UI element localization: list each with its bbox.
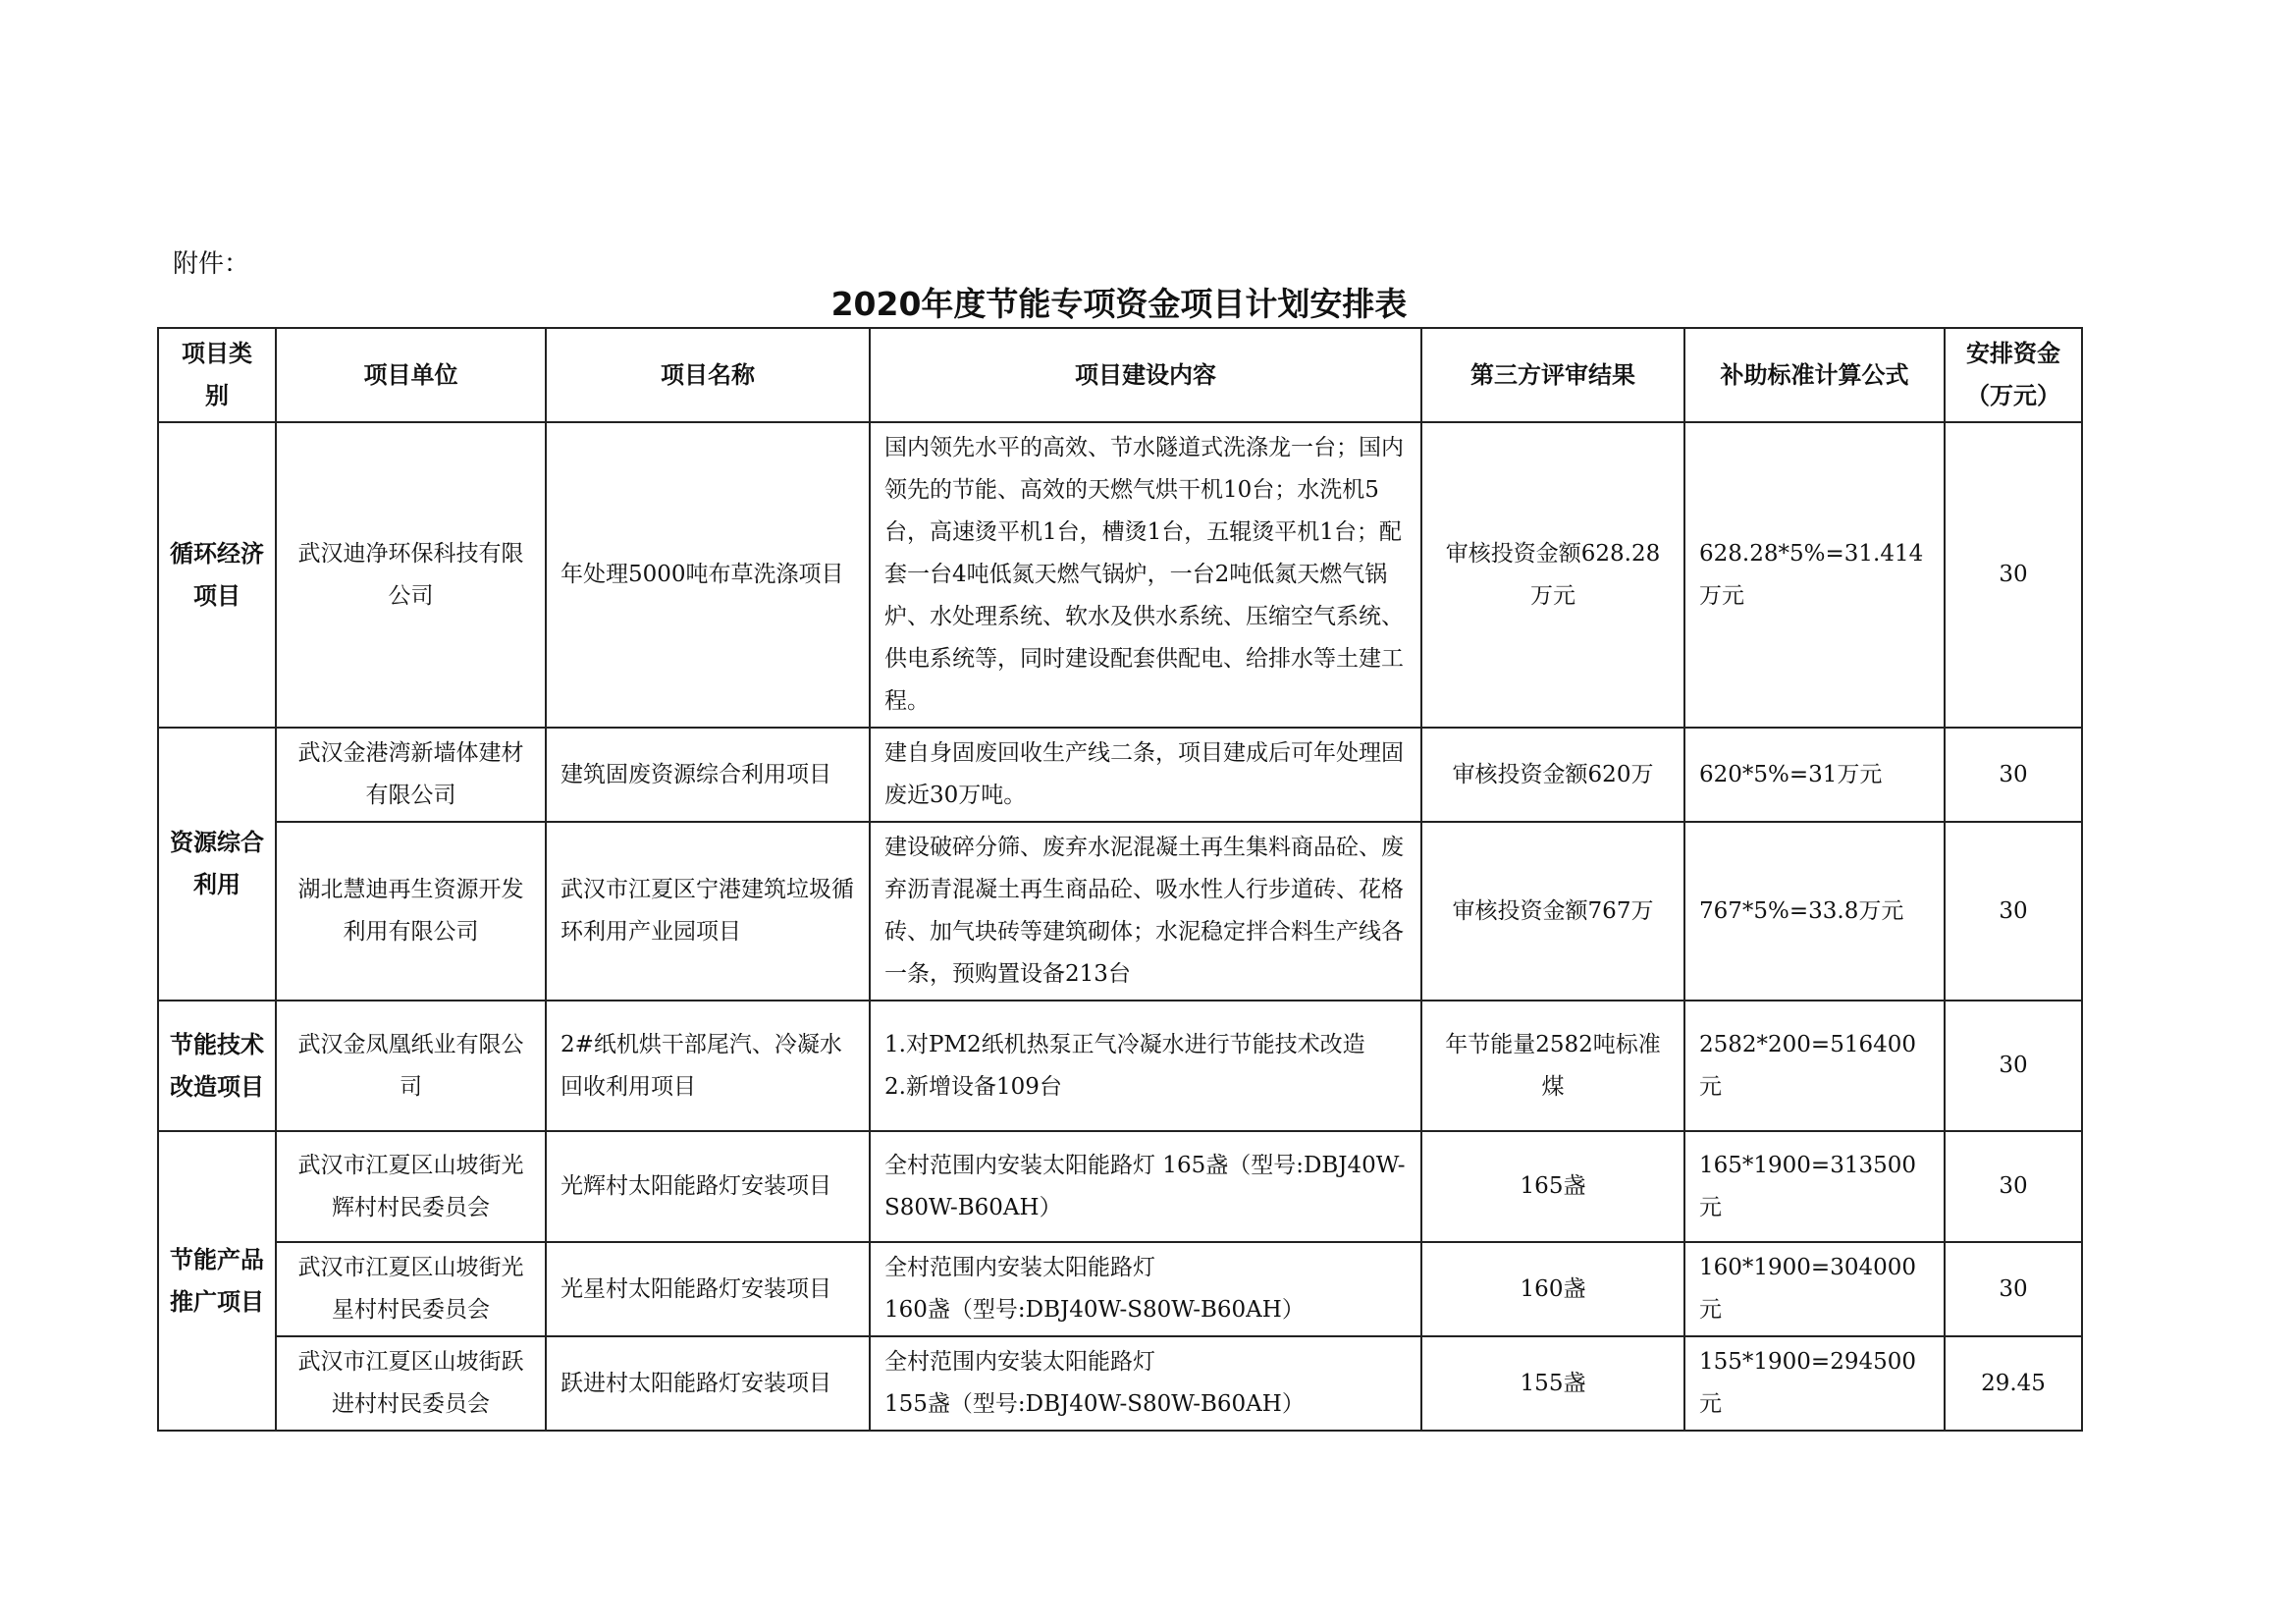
category-cell: 循环经济项目 (158, 422, 276, 728)
review-cell: 160盏 (1421, 1242, 1684, 1336)
review-cell: 审核投资金额628.28万元 (1421, 422, 1684, 728)
formula-cell: 165*1900=313500元 (1684, 1131, 1945, 1242)
unit-cell: 武汉金港湾新墙体建材有限公司 (276, 728, 546, 822)
content-cell: 国内领先水平的高效、节水隧道式洗涤龙一台；国内领先的节能、高效的天燃气烘干机10台；水洗机5台，高速烫平机1台，槽烫1台，五辊烫平机1台；配套一台4吨低氮天燃气锅炉，一台2吨低氮天燃气锅炉、水处理系统、软水及供水系统、压缩空气系统、供电系统等，同时建设配套供配电、给排水等土建工程。 (870, 422, 1421, 728)
header-row (158, 328, 2082, 422)
content-cell: 全村范围内安装太阳能路灯 160盏（型号:DBJ40W-S80W-B60AH） (870, 1242, 1421, 1336)
content-cell: 建设破碎分筛、废弃水泥混凝土再生集料商品砼、废弃沥青混凝土再生商品砼、吸水性人行步道砖、花格砖、加气块砖等建筑砌体；水泥稳定拌合料生产线各一条，预购置设备213台 (870, 822, 1421, 1001)
project-name-cell: 光星村太阳能路灯安装项目 (546, 1242, 870, 1336)
funding-cell: 30 (1945, 1242, 2082, 1336)
project-name-cell: 武汉市江夏区宁港建筑垃圾循环利用产业园项目 (546, 822, 870, 1001)
header-name: 项目名称 (546, 328, 870, 422)
formula-cell: 155*1900=294500元 (1684, 1336, 1945, 1431)
header-category: 项目类别 (158, 328, 276, 422)
funding-cell: 29.45 (1945, 1336, 2082, 1431)
unit-cell: 武汉市江夏区山坡街光星村村民委员会 (276, 1242, 546, 1336)
content-cell: 全村范围内安装太阳能路灯 165盏（型号:DBJ40W-S80W-B60AH） (870, 1131, 1421, 1242)
funding-cell: 30 (1945, 728, 2082, 822)
project-name-cell: 跃进村太阳能路灯安装项目 (546, 1336, 870, 1431)
project-name-cell: 光辉村太阳能路灯安装项目 (546, 1131, 870, 1242)
formula-cell: 160*1900=304000元 (1684, 1242, 1945, 1336)
category-cell: 节能产品推广项目 (158, 1131, 276, 1431)
table-row (158, 422, 2082, 728)
funding-plan-table (157, 327, 2083, 1432)
formula-cell: 2582*200=516400元 (1684, 1001, 1945, 1131)
funding-cell: 30 (1945, 1001, 2082, 1131)
header-unit: 项目单位 (276, 328, 546, 422)
table-row (158, 822, 2082, 1001)
category-cell: 节能技术改造项目 (158, 1001, 276, 1131)
table-row (158, 728, 2082, 822)
table-row (158, 1336, 2082, 1431)
unit-cell: 武汉迪净环保科技有限公司 (276, 422, 546, 728)
header-content: 项目建设内容 (870, 328, 1421, 422)
document-title: 2020年度节能专项资金项目计划安排表 (830, 285, 1408, 323)
funding-cell: 30 (1945, 1131, 2082, 1242)
category-cell: 资源综合利用 (158, 728, 276, 1001)
table-row (158, 1242, 2082, 1336)
formula-cell: 628.28*5%=31.414万元 (1684, 422, 1945, 728)
review-cell: 年节能量2582吨标准煤 (1421, 1001, 1684, 1131)
content-cell: 1.对PM2纸机热泵正气冷凝水进行节能技术改造 2.新增设备109台 (870, 1001, 1421, 1131)
header-funding: 安排资金（万元） (1945, 328, 2082, 422)
funding-cell: 30 (1945, 822, 2082, 1001)
review-cell: 审核投资金额620万 (1421, 728, 1684, 822)
table-row (158, 1001, 2082, 1131)
header-formula: 补助标准计算公式 (1684, 328, 1945, 422)
header-review: 第三方评审结果 (1421, 328, 1684, 422)
funding-cell: 30 (1945, 422, 2082, 728)
formula-cell: 767*5%=33.8万元 (1684, 822, 1945, 1001)
unit-cell: 武汉金凤凰纸业有限公司 (276, 1001, 546, 1131)
review-cell: 155盏 (1421, 1336, 1684, 1431)
review-cell: 审核投资金额767万 (1421, 822, 1684, 1001)
formula-cell: 620*5%=31万元 (1684, 728, 1945, 822)
content-cell: 全村范围内安装太阳能路灯 155盏（型号:DBJ40W-S80W-B60AH） (870, 1336, 1421, 1431)
project-name-cell: 年处理5000吨布草洗涤项目 (546, 422, 870, 728)
unit-cell: 武汉市江夏区山坡街跃进村村民委员会 (276, 1336, 546, 1431)
review-cell: 165盏 (1421, 1131, 1684, 1242)
content-cell: 建自身固废回收生产线二条，项目建成后可年处理固废近30万吨。 (870, 728, 1421, 822)
table-row (158, 1131, 2082, 1242)
unit-cell: 湖北慧迪再生资源开发利用有限公司 (276, 822, 546, 1001)
project-name-cell: 2#纸机烘干部尾汽、冷凝水回收利用项目 (546, 1001, 870, 1131)
project-name-cell: 建筑固废资源综合利用项目 (546, 728, 870, 822)
unit-cell: 武汉市江夏区山坡街光辉村村民委员会 (276, 1131, 546, 1242)
attachment-label: 附件： (173, 249, 250, 279)
